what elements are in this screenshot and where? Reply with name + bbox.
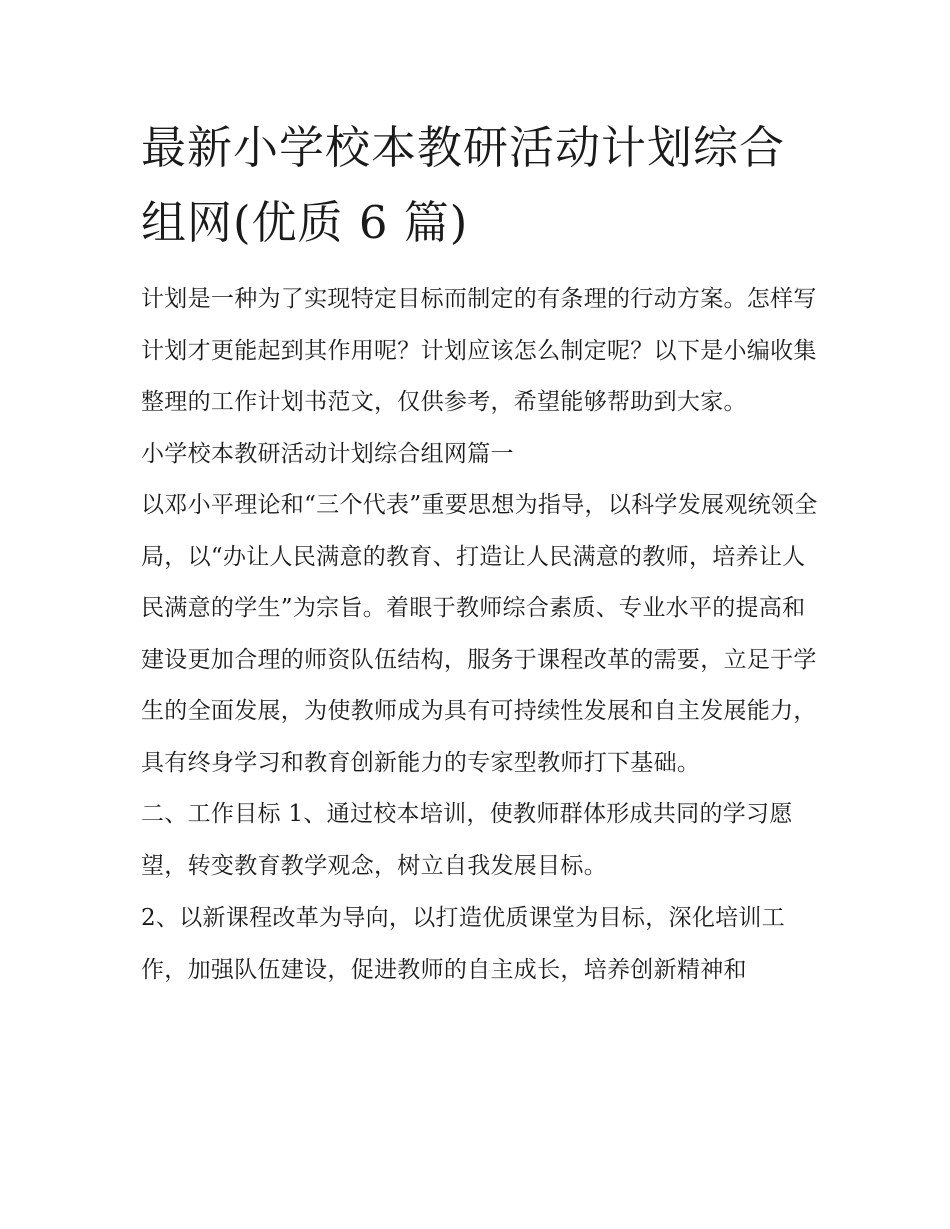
guiding-ideology-paragraph: 以邓小平理论和“三个代表”重要思想为指导，以科学发展观统领全局，以“办让人民满意的教育、打造让人民满意的教师，培养让人民满意的学生”为宗旨。着眼于教师综合素质、专业水平的提高和建设更加合理的师资队伍结构，服务于课程改革的需要，立足于学生的全面发展，为使教师成为具有可持续性发展和自主发展能力，具有终身学习和教育创新能力的专家型教师打下基础。 <box>141 492 818 776</box>
document-page <box>141 110 821 996</box>
document-title: 最新小学校本教研活动计划综合组网(优质 6 篇) <box>141 121 786 249</box>
intro-paragraph: 计划是一种为了实现特定目标而制定的有条理的行动方案。怎样写计划才更能起到其作用呢？计划应该怎么制定呢？以下是小编收集整理的工作计划书范文，仅供参考，希望能够帮助到大家。 <box>141 286 817 415</box>
work-goal-paragraph-2: 2、以新课程改革为导向，以打造优质课堂为目标，深化培训工作，加强队伍建设，促进教师的自主成长，培养创新精神和 <box>141 905 786 983</box>
section-heading: 小学校本教研活动计划综合组网篇一 <box>141 440 514 467</box>
work-goal-paragraph-1: 二、工作目标 1、通过校本培训，使教师群体形成共同的学习愿望，转变教育教学观念，树立自我发展目标。 <box>141 801 793 879</box>
